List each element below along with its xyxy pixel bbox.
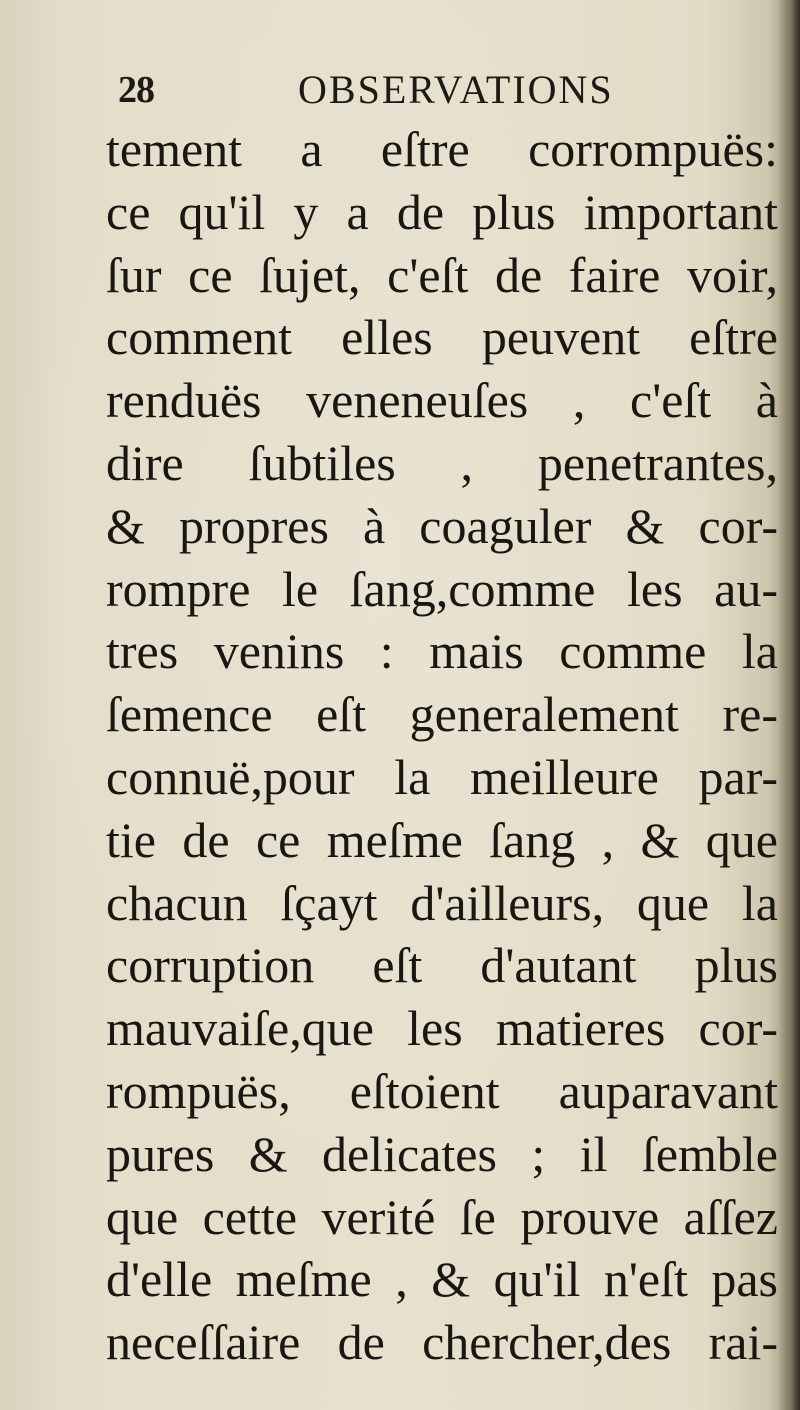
text-line: connuë,pour la meilleure par- [106,748,778,805]
text-line: neceſſaire de chercher,des rai- [106,1314,778,1371]
text-line: tement a eſtre corrompuës: [106,121,778,177]
text-line: dire ſubtiles , penetrantes, [106,434,778,491]
running-title: OBSERVATIONS [298,67,614,112]
text-line: ce qu'il y a de plus important [106,183,778,240]
text-line: comment elles peuvent eſtre [106,309,778,366]
text-line: renduës veneneuſes , c'eſt à [106,372,778,429]
text-line: mauvaiſe,que les matieres cor- [106,1000,778,1057]
text-line: & propres à coaguler & cor- [106,497,778,554]
body-text [106,118,778,1374]
text-line: d'elle meſme , & qu'il n'eſt pas [106,1251,778,1308]
text-line: ſur ce ſujet, c'eſt de faire voir, [106,246,778,303]
text-line: rompuës, eſtoient auparavant [106,1062,778,1119]
page-header [112,62,672,122]
page-edge-shadow [778,0,800,1410]
text-line: chacun ſçayt d'ailleurs, que la [106,874,778,931]
text-line: pures & delicates ; il ſemble [106,1125,778,1182]
text-line: que cette verité ſe prouve aſſez [106,1188,778,1245]
text-line: corruption eſt d'autant plus [106,937,778,994]
text-line: ſemence eſt generalement re- [106,686,778,743]
text-line: tie de ce meſme ſang , & que [106,811,778,868]
text-line: tres venins : mais comme la [106,623,778,680]
text-line: rompre le ſang,comme les au- [106,560,778,617]
page-number: 28 [118,69,154,111]
